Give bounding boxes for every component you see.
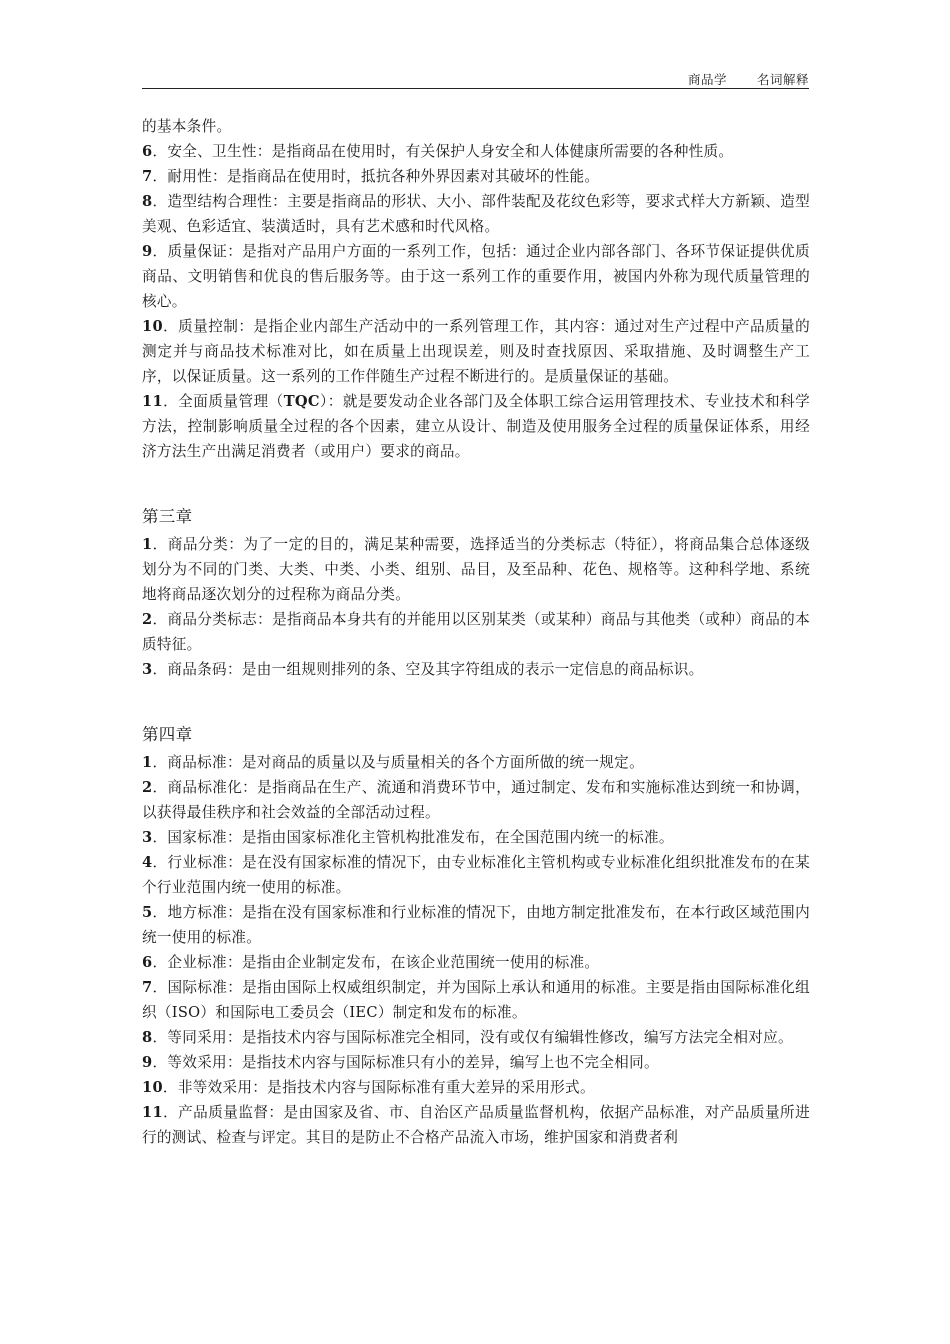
item-number: 7	[142, 979, 153, 996]
item-number: 5	[142, 904, 153, 921]
definition-item	[142, 1100, 810, 1150]
definition-item	[142, 750, 810, 775]
item-text: ．企业标准：是指由企业制定发布，在该企业范围统一使用的标准。	[152, 954, 600, 971]
definition-item	[142, 950, 810, 975]
intro-paragraph: 的基本条件。	[142, 118, 232, 135]
definition-item	[142, 825, 810, 850]
item-number: 1	[142, 536, 153, 553]
item-text: ．商品条码：是由一组规则排列的条、空及其字符组成的表示一定信息的商品标识。	[152, 661, 704, 678]
item-number: 7	[142, 168, 153, 185]
item-number: 11	[142, 1104, 163, 1121]
item-text: ．耐用性：是指商品在使用时，抵抗各种外界因素对其破坏的性能。	[152, 168, 600, 185]
item-number: 8	[142, 1029, 153, 1046]
item-text: ．商品分类：为了一定的目的，满足某种需要，选择适当的分类标志（特征），将商品集合总体逐级划分为不同的门类、大类、中类、小类、组别、品目，及至品种、花色、规格等。这种科学地、系统地将商品逐次划分的过程称为商品分类。	[142, 536, 810, 603]
definition-item	[142, 850, 810, 900]
item-text: ．质量保证：是指对产品用户方面的一系列工作，包括：通过企业内部各部门、各环节保证提供优质商品、文明销售和优良的售后服务等。由于这一系列工作的重要作用，被国内外称为现代质量管理的核心。	[142, 243, 810, 310]
definition-item	[142, 532, 810, 607]
document-body	[142, 114, 810, 1150]
chapter-three-title: 第三章	[142, 507, 193, 526]
item-text: ．质量控制：是指企业内部生产活动中的一系列管理工作，其内容：通过对生产过程中产品质量的测定并与商品技术标准对比，如在质量上出现误差，则及时查找原因、采取措施、及时调整生产工序，以保证质量。这一系列的工作伴随生产过程不断进行的。是质量保证的基础。	[142, 318, 810, 385]
item-text: ．非等效采用：是指技术内容与国际标准有重大差异的采用形式。	[162, 1079, 595, 1096]
item-text-bold: TQC	[283, 393, 320, 410]
definition-list-chapter-three	[142, 532, 810, 682]
item-text-after: ）：就是要发动企业各部门及全体职工综合运用管理技术、专业技术和科学方法，控制影响质量全过程的各个因素，建立从设计、制造及使用服务全过程的质量保证体系，用经济方法生产出满足消费者（或用户）要求的商品。	[142, 393, 811, 460]
definition-item-tqc	[142, 389, 810, 464]
item-text: ．商品标准化：是指商品在生产、流通和消费环节中，通过制定、发布和实施标准达到统一和协调，以获得最佳秩序和社会效益的全部活动过程。	[142, 779, 810, 821]
definition-item	[142, 314, 810, 389]
item-number: 3	[142, 829, 153, 846]
definition-item	[142, 164, 810, 189]
definition-list-quality	[142, 139, 810, 389]
item-number: 8	[142, 193, 153, 210]
chapter-four-title: 第四章	[142, 725, 193, 744]
item-text: ．等同采用：是指技术内容与国际标准完全相同，没有或仅有编辑性修改，编写方法完全相对应。	[152, 1029, 793, 1046]
item-text: ．商品标准：是对商品的质量以及与质量相关的各个方面所做的统一规定。	[152, 754, 644, 771]
item-number: 10	[142, 1079, 163, 1096]
header-text	[688, 70, 809, 88]
item-text: ．国际标准：是指由国际上权威组织制定，并为国际上承认和通用的标准。主要是指由国际标准化组织（ISO）和国际电工委员会（IEC）制定和发布的标准。	[142, 979, 810, 1021]
header-section-title: 名词解释	[756, 72, 809, 87]
definition-list-chapter-four	[142, 750, 810, 1150]
item-number: 2	[142, 779, 153, 796]
item-number: 6	[142, 143, 153, 160]
definition-item	[142, 900, 810, 950]
definition-item	[142, 975, 810, 1025]
item-text: ．国家标准：是指由国家标准化主管机构批准发布，在全国范围内统一的标准。	[152, 829, 674, 846]
item-number: 3	[142, 661, 153, 678]
page-header	[142, 70, 809, 89]
item-number: 11	[142, 393, 163, 410]
item-text: ．商品分类标志：是指商品本身共有的并能用以区别某类（或某种）商品与其他类（或种）商品的本质特征。	[142, 611, 810, 653]
item-text: ．地方标准：是指在没有国家标准和行业标准的情况下，由地方制定批准发布，在本行政区域范围内统一使用的标准。	[142, 904, 810, 946]
item-number: 1	[142, 754, 153, 771]
item-number: 4	[142, 854, 153, 871]
item-text: ．行业标准：是在没有国家标准的情况下，由专业标准化主管机构或专业标准化组织批准发布的在某个行业范围内统一使用的标准。	[142, 854, 810, 896]
item-text-before: ．全面质量管理（	[162, 393, 284, 410]
header-course-title: 商品学	[687, 72, 727, 87]
item-number: 6	[142, 954, 153, 971]
definition-item	[142, 239, 810, 314]
item-number: 9	[142, 1054, 153, 1071]
item-number: 10	[142, 318, 163, 335]
item-text: ．安全、卫生性：是指商品在使用时，有关保护人身安全和人体健康所需要的各种性质。	[152, 143, 734, 160]
definition-item	[142, 189, 810, 239]
definition-item	[142, 139, 810, 164]
definition-item	[142, 1025, 810, 1050]
item-number: 9	[142, 243, 153, 260]
definition-item	[142, 1075, 810, 1100]
definition-item	[142, 607, 810, 657]
definition-item	[142, 1050, 810, 1075]
item-number: 2	[142, 611, 153, 628]
item-text: ．造型结构合理性：主要是指商品的形状、大小、部件装配及花纹色彩等，要求式样大方新颖、造型美观、色彩适宜、装潢适时，具有艺术感和时代风格。	[142, 193, 810, 235]
definition-item	[142, 657, 810, 682]
item-text: ．产品质量监督：是由国家及省、市、自治区产品质量监督机构，依据产品标准，对产品质量所进行的测试、检查与评定。其目的是防止不合格产品流入市场，维护国家和消费者利	[142, 1104, 810, 1146]
definition-item	[142, 775, 810, 825]
item-text: ．等效采用：是指技术内容与国际标准只有小的差异，编写上也不完全相同。	[152, 1054, 659, 1071]
